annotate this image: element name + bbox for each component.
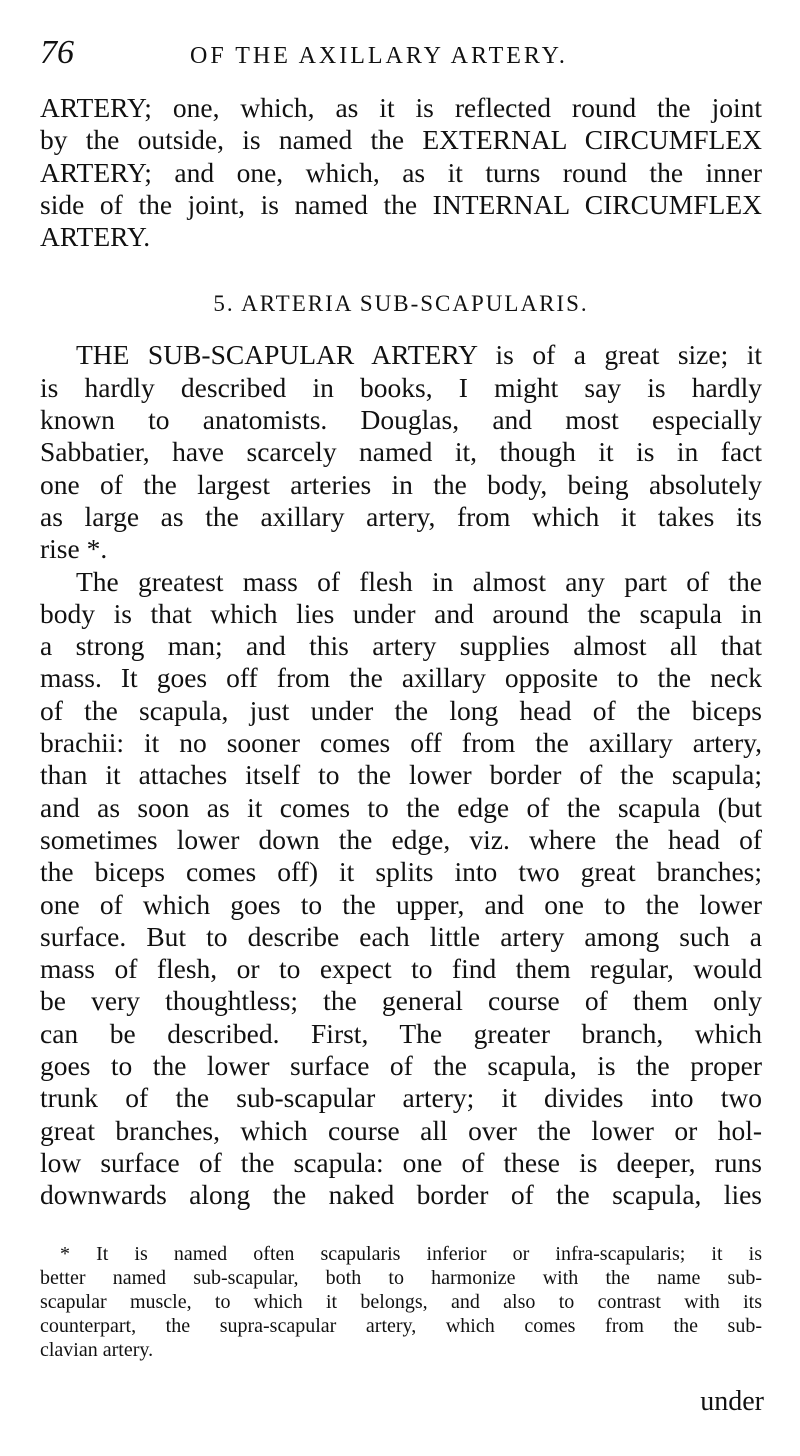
- text-line: The greatest mass of flesh in almost any part of the: [76, 565, 762, 597]
- text-line: mass. It goes off from the axillary opposite to the neck: [40, 662, 762, 694]
- text-line: downwards along the naked border of the scapula, lies: [40, 1179, 762, 1211]
- text-line: ARTERY; one, which, as it is reflected round the joint: [40, 92, 762, 123]
- text-line: known to anatomists. Douglas, and most especially: [40, 404, 762, 436]
- text-line: mass of flesh, or to expect to find them regular, would: [40, 953, 762, 985]
- text-line: and as soon as it comes to the edge of the scapula (but: [40, 791, 762, 823]
- text-line: by the outside, is named the EXTERNAL CIRCUMFLEX: [40, 124, 762, 156]
- footnote-line: scapular muscle, to which it belongs, and also to contrast with its: [40, 1290, 762, 1313]
- text-line: THE SUB-SCAPULAR ARTERY is of a great size; it: [76, 339, 762, 371]
- text-line: be very thoughtless; the general course of them only: [40, 985, 762, 1017]
- text-line: brachii: it no sooner comes off from the axillary artery,: [40, 727, 762, 759]
- footnote-line: clavian artery.: [40, 1339, 154, 1362]
- text-line: than it attaches itself to the lower border of the scapula;: [40, 759, 762, 791]
- footnote-line: better named sub-scapular, both to harmonize with the name sub-: [40, 1266, 762, 1289]
- text-line: surface. But to describe each little artery among such a: [40, 920, 762, 952]
- text-line: one of which goes to the upper, and one to the lower: [40, 888, 762, 920]
- catchword: under: [700, 1386, 764, 1417]
- footnote-line: counterpart, the supra-scapular artery, which comes from the sub-: [40, 1315, 762, 1338]
- text-line: body is that which lies under and around the scapula in: [40, 597, 762, 629]
- text-line: goes to the lower surface of the scapula, is the proper: [40, 1050, 762, 1082]
- text-line: side of the joint, is named the INTERNAL CIRCUMFLEX: [40, 188, 762, 220]
- text-line: great branches, which course all over the lower or hol-: [40, 1114, 762, 1146]
- text-line: as large as the axillary artery, from which it takes its: [40, 500, 762, 532]
- running-head: OF THE AXILLARY ARTERY.: [190, 43, 568, 69]
- text-line: ARTERY.: [40, 221, 151, 253]
- text-line: trunk of the sub-scapular artery; it divides into two: [40, 1082, 762, 1114]
- text-line: rise *.: [40, 533, 108, 565]
- text-line: can be described. First, The greater branch, which: [40, 1017, 762, 1049]
- text-line: is hardly described in books, I might say is hardly: [40, 371, 762, 403]
- text-line: Sabbatier, have scarcely named it, though it is in fact: [40, 436, 762, 468]
- text-line: a strong man; and this artery supplies almost all that: [40, 630, 762, 662]
- text-line: low surface of the scapula: one of these is deeper, runs: [40, 1146, 762, 1178]
- text-line: ARTERY; and one, which, as it turns round the inner: [40, 156, 762, 188]
- text-line: one of the largest arteries in the body, being absolutely: [40, 468, 762, 500]
- section-heading: 5. ARTERIA SUB-SCAPULARIS.: [213, 291, 589, 317]
- intro-paragraph: [40, 92, 762, 253]
- text-line: the biceps comes off) it splits into two great branches;: [40, 856, 762, 888]
- paragraph-1: [40, 339, 762, 565]
- text-line: of the scapula, just under the long head of the biceps: [40, 694, 762, 726]
- footnote-line: * It is named often scapularis inferior or infra-scapularis; it is: [60, 1242, 762, 1265]
- text-line: sometimes lower down the edge, viz. where the head of: [40, 823, 762, 855]
- footnote: [40, 1242, 762, 1363]
- page-header: [40, 34, 762, 92]
- page-number: 76: [40, 34, 74, 71]
- paragraph-2: [40, 566, 762, 1212]
